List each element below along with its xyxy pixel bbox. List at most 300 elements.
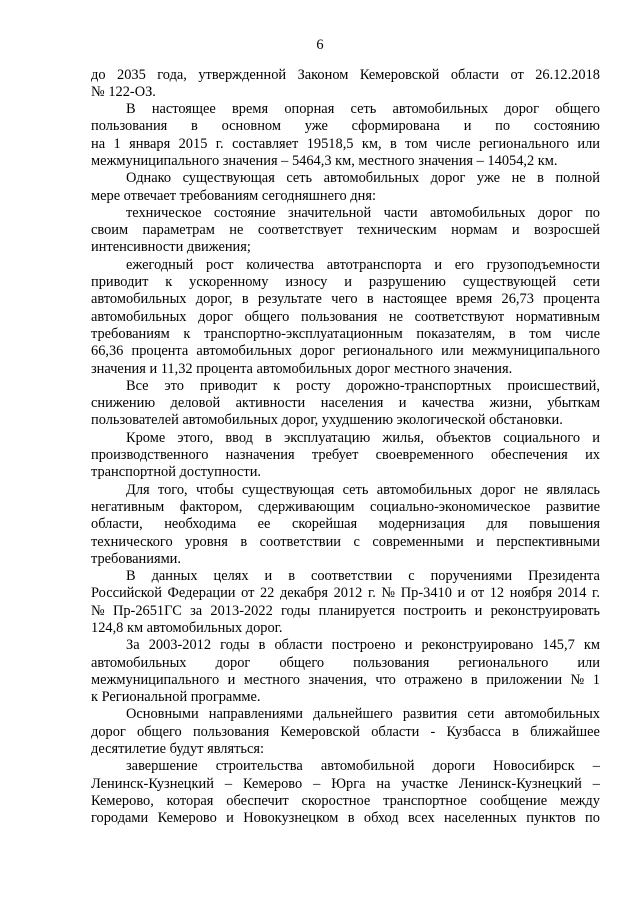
text-line — [91, 706, 600, 723]
text-word: чего — [331, 291, 358, 308]
text-word: г. — [592, 585, 600, 602]
text-word: 66,36 — [91, 343, 124, 360]
text-word: основном — [221, 118, 281, 135]
text-word: года, — [157, 66, 187, 83]
text-word: в — [470, 671, 478, 688]
text-line — [91, 655, 600, 672]
text-word: 1 — [592, 671, 600, 688]
text-word: сети — [573, 274, 600, 291]
text-line — [91, 188, 600, 205]
text-word: населения — [320, 395, 384, 412]
text-word: деловой — [170, 395, 221, 412]
text-line — [91, 534, 600, 551]
text-word: разрушению — [368, 274, 446, 291]
text-word: Российской — [91, 585, 162, 602]
text-line — [91, 170, 600, 187]
text-word: значения и 11,32 процента автомобильных дорог местного значения. — [91, 360, 513, 377]
text-word: Кемеровской — [280, 723, 360, 740]
text-word: 124,8 км автомобильных дорог. — [91, 620, 283, 636]
text-word: и — [264, 568, 273, 585]
text-word: и — [463, 118, 472, 135]
text-word: скоростное — [301, 792, 371, 809]
text-word: не — [229, 222, 244, 239]
text-word: данных — [151, 568, 198, 585]
text-word: возросшей — [534, 222, 600, 239]
text-word: соответствии — [259, 533, 341, 550]
text-word: Пр-3410 — [400, 585, 452, 602]
text-word: завершение — [126, 758, 198, 775]
text-line — [91, 136, 600, 153]
text-word: дальнейшего — [313, 706, 393, 723]
text-word: общего — [279, 654, 325, 671]
text-word: это — [164, 377, 184, 394]
text-word: от — [241, 585, 255, 602]
text-word: в — [258, 637, 266, 654]
text-line — [91, 620, 600, 637]
text-word: области — [274, 637, 323, 654]
text-word: фактором, — [179, 498, 243, 515]
text-word: направлениями — [208, 706, 303, 723]
text-word: построить — [403, 602, 467, 619]
text-word: 2035 — [117, 66, 146, 83]
text-word: регионального — [458, 654, 549, 671]
text-word: 1 — [113, 135, 121, 152]
text-word: Президента — [528, 568, 600, 585]
text-word: являлась — [546, 481, 600, 498]
text-word: дорог — [480, 481, 516, 498]
text-word: участке — [401, 775, 448, 792]
text-word: настоящее — [382, 291, 447, 308]
text-word: 26,73 — [501, 291, 534, 308]
text-word: необходима — [164, 516, 237, 533]
text-word: автотранспорта — [326, 256, 422, 273]
text-word: повышения — [529, 516, 600, 533]
text-word: области, — [91, 516, 143, 533]
text-word: современными — [372, 533, 464, 550]
text-word: объектов — [436, 429, 492, 446]
text-word: № — [91, 602, 105, 619]
text-word: время — [232, 101, 269, 118]
text-word: дорог — [430, 170, 466, 187]
text-word: количества — [246, 256, 314, 273]
text-word: целях — [213, 568, 249, 585]
text-line — [91, 343, 600, 360]
text-word: дорожно-транспортных — [346, 377, 492, 394]
text-word: сети — [467, 706, 495, 723]
text-word: обеспечения — [490, 447, 568, 464]
text-word: № — [381, 585, 396, 602]
text-word: социального — [503, 429, 581, 446]
text-word: за — [190, 602, 203, 619]
text-word: числе — [435, 135, 471, 152]
text-word: Основными — [126, 706, 199, 723]
text-word: показателям, — [416, 325, 496, 342]
text-word: обеспечит — [226, 792, 289, 809]
text-line — [91, 516, 600, 533]
text-word: регионального — [342, 343, 433, 360]
text-word: не — [511, 170, 526, 187]
text-word: межмуниципального — [471, 343, 600, 360]
text-word: 2015 — [178, 135, 208, 152]
text-word: процента — [131, 343, 189, 360]
text-line — [91, 672, 600, 689]
text-word: дорог — [300, 343, 335, 360]
text-word: по — [495, 118, 511, 135]
text-word: существующей — [462, 274, 557, 291]
text-word: и — [592, 429, 600, 446]
text-word: происшествий, — [507, 377, 600, 394]
text-word: г. — [215, 135, 224, 152]
text-word: автомобильных — [323, 170, 420, 187]
text-word: производственного — [91, 447, 209, 464]
text-word: годы — [220, 637, 250, 654]
text-word: их — [585, 447, 600, 464]
text-word: 26.12.2018 — [535, 66, 600, 83]
text-word: которая — [166, 792, 214, 809]
text-word: км, — [361, 135, 382, 152]
text-word: дорог, — [195, 291, 233, 308]
text-line — [91, 793, 600, 810]
text-word: – — [313, 775, 321, 792]
text-word: и — [434, 256, 443, 273]
text-word: км — [583, 637, 600, 654]
text-word: в — [537, 170, 544, 187]
text-word: числе — [565, 325, 600, 342]
text-word: качества — [421, 395, 475, 412]
text-word: до — [91, 66, 106, 83]
text-line — [91, 309, 600, 326]
text-line — [91, 67, 600, 84]
text-word: в — [191, 118, 198, 135]
text-word: 19518,5 — [306, 135, 354, 152]
text-word: - — [430, 723, 436, 740]
text-line — [91, 101, 600, 118]
text-word: и — [398, 395, 407, 412]
text-word: в — [288, 568, 295, 585]
text-word: реконструировать — [490, 602, 600, 619]
text-word: на — [91, 135, 106, 152]
text-word: автомобильных — [429, 204, 526, 221]
text-line — [91, 412, 600, 429]
text-line — [91, 274, 600, 291]
text-word: полной — [555, 170, 600, 187]
text-line — [91, 603, 600, 620]
text-line — [91, 205, 600, 222]
text-word: росту — [296, 377, 331, 394]
text-word: приложении — [486, 671, 563, 688]
text-word: требованиям — [91, 325, 170, 342]
text-word: и — [404, 637, 413, 654]
text-word: нормам — [451, 222, 498, 239]
text-word: и — [457, 585, 466, 602]
text-word: уровня — [185, 533, 228, 550]
text-word: своим — [91, 222, 129, 239]
text-word: отражено — [404, 671, 463, 688]
text-word: Кузбасса — [446, 723, 501, 740]
text-word: 2003-2012 — [148, 637, 212, 654]
text-word: – — [592, 758, 600, 775]
text-word: состоянию — [533, 118, 600, 135]
text-line — [91, 464, 600, 481]
text-word: № 122-ОЗ. — [91, 83, 156, 100]
text-word: дороги — [432, 758, 476, 775]
text-word: своевременного — [375, 447, 474, 464]
text-word: ежегодный — [126, 256, 194, 273]
text-word: модернизация — [378, 516, 465, 533]
text-word: Юрга — [331, 775, 366, 792]
text-word: Новосибирск — [493, 758, 575, 775]
text-word: опорная — [284, 101, 335, 118]
text-line — [91, 395, 600, 412]
text-word: нормативным — [515, 308, 600, 325]
text-word: с — [353, 533, 360, 550]
text-word: сеть — [342, 481, 369, 498]
text-word: 2012 — [333, 585, 363, 602]
text-word: по — [585, 810, 600, 827]
text-word: к — [273, 377, 281, 394]
text-word: мере отвечает требованиям сегодняшнего дня: — [91, 187, 376, 204]
text-word: межмуниципального — [91, 671, 220, 688]
text-word: результате — [257, 291, 322, 308]
text-word: Однако — [126, 170, 172, 187]
text-word: том — [405, 135, 428, 152]
text-line — [91, 118, 600, 135]
text-word: этого, — [177, 429, 214, 446]
text-word: на — [376, 775, 391, 792]
text-word: не — [388, 308, 404, 325]
text-word: для — [486, 516, 508, 533]
text-word: сообщение — [479, 792, 548, 809]
text-word: дорог — [537, 204, 573, 221]
text-line — [91, 776, 600, 793]
text-word: автомобильных — [376, 481, 473, 498]
text-word: в — [265, 429, 272, 446]
text-word: жилья, — [382, 429, 424, 446]
text-word: его — [454, 256, 474, 273]
text-word: межмуниципального значения – 5464,3 км, местного значения – 14054,2 км. — [91, 152, 558, 169]
text-word: не — [523, 481, 538, 498]
text-word: требованиями. — [91, 550, 181, 567]
text-word: Для — [126, 481, 150, 498]
text-word: значительной — [288, 204, 372, 221]
text-word: Новокузнецком — [243, 810, 339, 827]
text-word: автомобильных — [196, 343, 292, 360]
text-word: ввод — [225, 429, 253, 446]
text-word: существующая — [241, 481, 335, 498]
text-word: или — [577, 654, 600, 671]
text-line — [91, 447, 600, 464]
text-word: уже — [304, 118, 328, 135]
text-word: части — [383, 204, 418, 221]
text-word: или — [577, 135, 600, 152]
text-word: годы — [281, 602, 311, 619]
text-word: между — [559, 792, 600, 809]
text-word: активности — [235, 395, 306, 412]
text-word: транспортной доступности. — [91, 464, 262, 481]
text-word: соответствует — [257, 222, 343, 239]
text-word: соответствуют — [414, 308, 505, 325]
text-word: перспективными — [496, 533, 600, 550]
text-word: значения, — [308, 671, 367, 688]
text-line — [91, 84, 600, 101]
text-word: ускоренному — [189, 274, 269, 291]
text-word: регионального — [479, 135, 569, 152]
text-word: общего — [555, 101, 600, 118]
text-word: параметрам — [142, 222, 215, 239]
text-word: – — [224, 775, 233, 792]
text-line — [91, 551, 600, 568]
text-word: дорог — [504, 101, 540, 118]
text-word: состояние — [213, 204, 276, 221]
text-line — [91, 361, 600, 378]
text-word: пользования — [192, 723, 270, 740]
text-word: построено — [331, 637, 396, 654]
text-word: Все — [126, 377, 149, 394]
text-word: уже — [476, 170, 501, 187]
text-word: составляет — [232, 135, 299, 152]
text-word: дорог — [215, 654, 251, 671]
text-word: пунктов — [526, 810, 576, 827]
text-word: и — [474, 602, 483, 619]
text-word: января — [129, 135, 171, 152]
text-word: 12 — [489, 585, 505, 602]
text-line — [91, 758, 600, 775]
text-word: Кроме — [126, 429, 166, 446]
text-word: техническим — [357, 222, 437, 239]
text-word: от — [470, 585, 485, 602]
text-word: 22 — [259, 585, 275, 602]
text-word: Кемерово — [157, 810, 217, 827]
text-line — [91, 378, 600, 395]
text-word: развития — [402, 706, 458, 723]
text-word: ближайшее — [530, 723, 600, 740]
text-word: процента — [543, 291, 600, 308]
text-word: Федерации — [167, 585, 236, 602]
text-word: от — [510, 66, 524, 83]
text-word: приводит — [199, 377, 258, 394]
text-word: г. — [367, 585, 376, 602]
text-word: соответствии — [310, 568, 393, 585]
text-word: настоящее — [151, 101, 216, 118]
text-word: пользования — [301, 308, 378, 325]
text-word: реконструировано — [421, 637, 534, 654]
text-word: общего — [244, 308, 290, 325]
text-word: снижению — [91, 395, 156, 412]
text-word: и — [227, 671, 236, 688]
text-word: к — [183, 325, 191, 342]
text-word: развитие — [545, 498, 600, 515]
text-line — [91, 810, 600, 827]
text-line — [91, 689, 600, 706]
text-word: автомобильных — [91, 291, 187, 308]
text-word: и — [344, 274, 352, 291]
text-word: автомобильных — [392, 101, 489, 118]
text-word: В — [126, 101, 136, 118]
text-word: автомобильных — [91, 308, 187, 325]
text-word: назначения — [225, 447, 295, 464]
text-word: требует — [311, 447, 359, 464]
text-word: того, — [158, 481, 188, 498]
text-word: десятилетие будут являться: — [91, 741, 264, 758]
text-word: в — [347, 810, 355, 827]
body-text — [91, 67, 600, 828]
text-word: 2013-2022 — [210, 602, 273, 619]
text-word: дорог — [91, 723, 126, 740]
text-word: скорейшая — [291, 516, 358, 533]
text-line — [91, 568, 600, 585]
text-word: существующая — [182, 170, 275, 187]
text-word: местного — [243, 671, 300, 688]
text-word: и — [511, 222, 520, 239]
text-word: жизни, — [489, 395, 532, 412]
text-word: области — [371, 723, 420, 740]
text-word: приводит — [91, 274, 149, 291]
text-word: За — [126, 637, 140, 654]
text-word: пользователей автомобильных дорог, ухудшению экологической обстановки. — [91, 412, 563, 429]
text-word: негативным — [91, 498, 165, 515]
text-word: транспортно-эксплуатационным — [203, 325, 403, 342]
text-word: в — [512, 723, 519, 740]
text-word: поручениями — [430, 568, 513, 585]
text-word: пользования — [91, 118, 168, 135]
text-word: области — [450, 66, 499, 83]
text-word: время — [456, 291, 493, 308]
text-word: том — [529, 325, 552, 342]
text-word: Законом — [297, 66, 349, 83]
text-line — [91, 499, 600, 516]
text-word: Кемерово, — [91, 792, 154, 809]
text-word: в — [389, 135, 397, 152]
text-word: ноября — [509, 585, 553, 602]
text-word: всех — [407, 810, 435, 827]
text-line — [91, 153, 600, 170]
text-word: сформирована — [351, 118, 440, 135]
text-line — [91, 291, 600, 308]
text-word: технического — [91, 533, 173, 550]
text-word: № — [570, 671, 585, 688]
text-word: Ленинск-Кузнецкий — [91, 775, 214, 792]
text-word: износу — [285, 274, 328, 291]
text-word: по — [585, 204, 600, 221]
text-word: техническое — [126, 204, 202, 221]
text-word: Кемеровской — [359, 66, 440, 83]
text-word: Ленинск-Кузнецкий — [458, 775, 582, 792]
text-word: с — [408, 568, 415, 585]
text-word: что — [375, 671, 396, 688]
text-word: чтобы — [196, 481, 234, 498]
text-word: интенсивности движения; — [91, 239, 251, 256]
text-word: населенных — [443, 810, 517, 827]
text-line — [91, 239, 600, 256]
text-word: грузоподъемности — [486, 256, 600, 273]
text-word: убыткам — [547, 395, 600, 412]
text-word: сдерживающим — [257, 498, 355, 515]
text-line — [91, 585, 600, 602]
text-word: сеть — [286, 170, 313, 187]
text-word: Пр-2651ГС — [112, 602, 182, 619]
text-word: и — [476, 533, 484, 550]
text-word: строительства — [215, 758, 303, 775]
text-word: пользования — [353, 654, 430, 671]
text-word: к Региональной программе. — [91, 689, 261, 706]
text-word: ее — [257, 516, 271, 533]
text-line — [91, 257, 600, 274]
text-word: дорог — [198, 308, 233, 325]
page-number: 6 — [316, 37, 324, 53]
text-word: сеть — [350, 101, 377, 118]
text-word: 2014 — [557, 585, 587, 602]
text-line — [91, 222, 600, 239]
